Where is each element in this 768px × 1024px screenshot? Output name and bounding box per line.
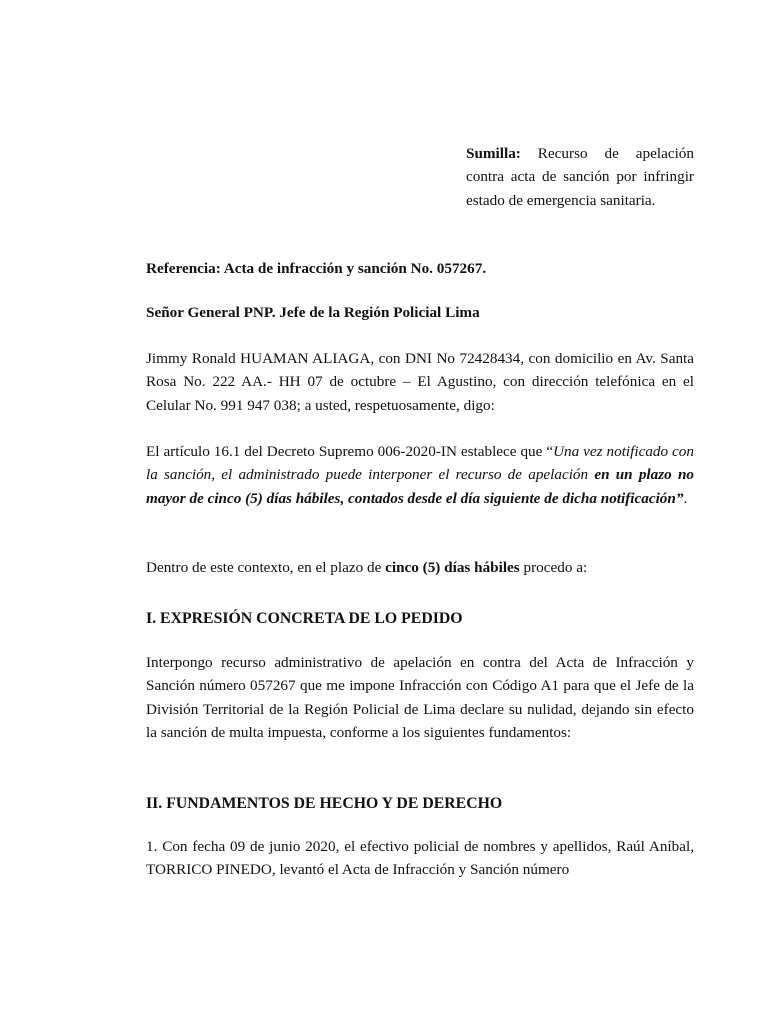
sumilla-label: Sumilla: <box>466 145 521 162</box>
section-1-heading: I. EXPRESIÓN CONCRETA DE LO PEDIDO <box>146 610 463 627</box>
contexto-paragraph <box>146 556 694 579</box>
sumilla-text: Recurso de apelación contra acta de sanción por infringir estado de emergencia sanitaria. <box>466 145 694 209</box>
articulo-quote-emphasis: en un plazo no mayor de cinco (5) días hábiles, contados desde el día siguiente de dicha notificación <box>146 466 694 507</box>
section-1-paragraph: Interpongo recurso administrativo de apelación en contra del Acta de Infracción y Sanción número 057267 que me impone Infracción con Código A1 para que el Jefe de la División Territorial de la Región Policial de Lima declare su nulidad, dejando sin efecto la sanción de multa impuesta, conforme a los siguientes fundamentos: <box>146 654 694 741</box>
referencia-line <box>146 257 694 280</box>
destinatario-text: Señor General PNP. Jefe de la Región Policial Lima <box>146 304 480 321</box>
articulo-intro: El artículo 16.1 del Decreto Supremo 006-2020-IN establece que “ <box>146 443 554 460</box>
destinatario-line <box>146 301 694 324</box>
referencia-text: Referencia: Acta de infracción y sanción No. 057267. <box>146 260 487 277</box>
articulo-end: . <box>683 489 688 507</box>
identificacion-paragraph: Jimmy Ronald HUAMAN ALIAGA, con DNI No 72428434, con domicilio en Av. Santa Rosa No. 222 AA.- HH 07 de octubre – El Agustino, con dirección telefónica en el Celular No. 991 947 038; a usted, respetuosamente, digo: <box>146 350 694 414</box>
section-2-paragraph: 1. Con fecha 09 de junio 2020, el efectivo policial de nombres y apellidos, Raúl Aníbal, TORRICO PINEDO, levantó el Acta de Infracción y Sanción número <box>146 838 694 879</box>
contexto-pre: Dentro de este contexto, en el plazo de <box>146 559 386 576</box>
articulo-closing-quote: ” <box>675 489 684 507</box>
articulo-quote: Una vez notificado con la sanción, el administrado puede interponer el recurso de apelación <box>146 443 694 484</box>
articulo-paragraph <box>146 440 694 510</box>
sumilla-paragraph <box>466 142 694 212</box>
contexto-post: procedo a: <box>519 559 588 576</box>
section-2-heading: II. FUNDAMENTOS DE HECHO Y DE DERECHO <box>146 795 503 812</box>
contexto-bold: cinco (5) días hábiles <box>385 559 520 576</box>
